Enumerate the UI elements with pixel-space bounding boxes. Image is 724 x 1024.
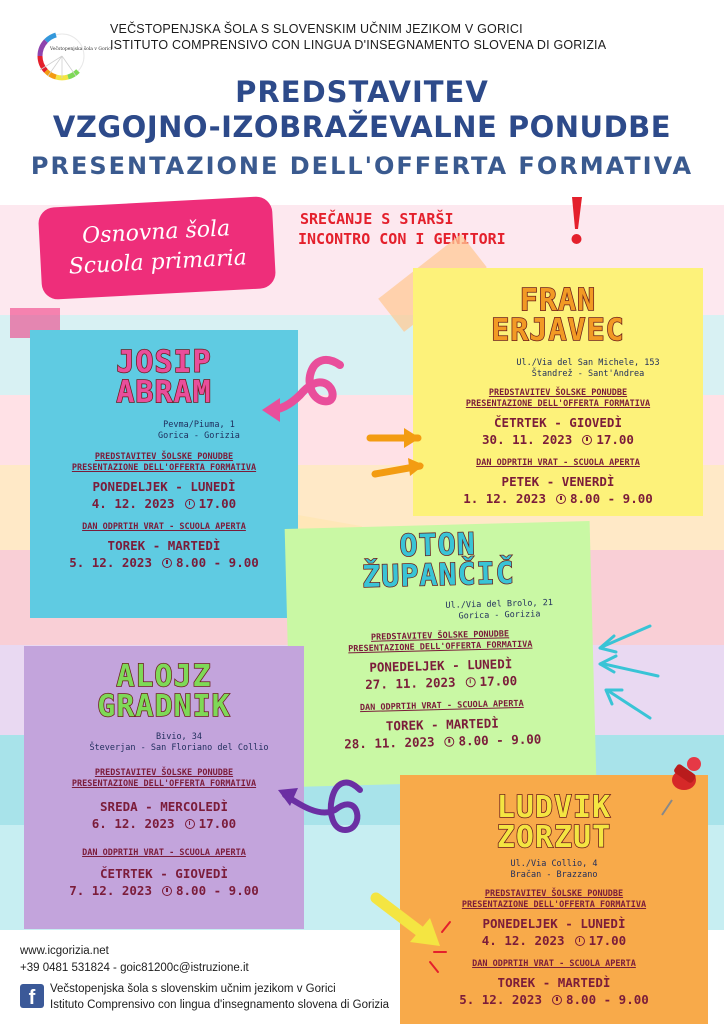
presentation-day: SREDA - MERCOLEDÌ [100, 799, 228, 814]
date: 5. 12. 2023 [459, 992, 542, 1007]
address-line: Števerjan - San Floriano del Collio [89, 743, 269, 753]
date: 6. 12. 2023 [91, 816, 175, 831]
time: 8.00 - 9.00 [570, 491, 653, 506]
facebook-icon[interactable]: f [20, 984, 44, 1008]
open-day-label: DAN ODPRTIH VRAT - SCUOLA APERTA [476, 458, 640, 468]
yellow-arrow-icon [376, 898, 426, 936]
open-day-day: ČETRTEK - GIOVEDÌ [100, 866, 228, 881]
time: 8.00 - 9.00 [176, 883, 259, 898]
address-line: Bračan - Brazzano [510, 870, 598, 880]
time: 17.00 [479, 673, 518, 689]
label-line: PRESENTAZIONE DELL'OFFERTA FORMATIVA [461, 900, 647, 910]
date: 7. 12. 2023 [69, 883, 152, 898]
facebook-name-slo: Večstopenjska šola s slovenskim učnim jezikom v Gorici [50, 983, 336, 995]
date: 4. 12. 2023 [91, 496, 175, 511]
date: 5. 12. 2023 [69, 555, 152, 570]
school-name-line: JOSIP [116, 345, 212, 380]
school-name-line: ERJAVEC [491, 313, 625, 348]
label-line: PRESENTAZIONE DELL'OFFERTA FORMATIVA [71, 463, 257, 473]
address-line: Ul./Via Collio, 4 [510, 859, 598, 869]
meeting-ita: INCONTRO CON I GENITORI [298, 230, 506, 248]
pink-arrow-icon [270, 360, 340, 410]
open-day-day: PETEK - VENERDÌ [501, 474, 615, 489]
school-name-line: ABRAM [116, 375, 212, 410]
open-day-label: DAN ODPRTIH VRAT - SCUOLA APERTA [82, 522, 246, 532]
tag-line2: Scuola primaria [68, 245, 248, 280]
time: 8.00 - 9.00 [566, 992, 649, 1007]
time: 17.00 [198, 496, 237, 511]
logo-text: Večstopenjska šola v Gorici [50, 47, 113, 52]
label-line: PRESENTAZIONE DELL'OFFERTA FORMATIVA [465, 399, 651, 409]
website-link[interactable]: www.icgorizia.net [20, 945, 109, 957]
date: 28. 11. 2023 [344, 734, 435, 752]
address-line: Gorica - Gorizia [458, 609, 541, 622]
tag-line1: Osnovna šola [81, 216, 231, 249]
label-line: PRESENTAZIONE DELL'OFFERTA FORMATIVA [71, 779, 257, 789]
meeting-slo: SREČANJE S STARŠI [300, 210, 454, 228]
date: 1. 12. 2023 [463, 491, 546, 506]
label-line: PREDSTAVITEV ŠOLSKE PONUDBE [370, 629, 510, 643]
label-line: PREDSTAVITEV ŠOLSKE PONUDBE [94, 768, 234, 778]
date: 4. 12. 2023 [481, 933, 565, 948]
time: 17.00 [198, 816, 237, 831]
school-name-slo: VEČSTOPENJSKA ŠOLA S SLOVENSKIM UČNIM JEZIKOM V GORICI [110, 22, 523, 36]
date: 30. 11. 2023 [482, 432, 573, 447]
title-line2: VZGOJNO-IZOBRAŽEVALNE PONUDBE [52, 110, 672, 144]
facebook-name-ita: Istituto Comprensivo con lingua d'insegnamento slovena di Gorizia [50, 999, 390, 1011]
time: 17.00 [596, 432, 634, 447]
school-name-line: ZORZUT [496, 820, 612, 855]
presentation-day: ČETRTEK - GIOVEDÌ [494, 415, 622, 430]
open-day-day: TOREK - MARTEDÌ [385, 715, 499, 734]
pushpin-icon [662, 757, 701, 815]
open-day-label: DAN ODPRTIH VRAT - SCUOLA APERTA [472, 959, 636, 969]
label-line: PRESENTAZIONE DELL'OFFERTA FORMATIVA [348, 639, 533, 655]
open-day-label: DAN ODPRTIH VRAT - SCUOLA APERTA [82, 848, 246, 858]
open-day-day: TOREK - MARTEDÌ [497, 975, 611, 990]
school-name-line: OTON [399, 527, 477, 565]
date: 27. 11. 2023 [365, 674, 456, 692]
school-name-line: GRADNIK [97, 689, 231, 724]
open-day-label: DAN ODPRTIH VRAT - SCUOLA APERTA [359, 698, 524, 714]
presentation-day: PONEDELJEK - LUNEDÌ [482, 916, 626, 931]
time: 17.00 [588, 933, 627, 948]
time: 8.00 - 9.00 [176, 555, 259, 570]
address-line: Pevma/Piuma, 1 [163, 420, 235, 430]
address-line: Ul./Via del San Michele, 153 [516, 358, 660, 368]
teal-arrow-icon [610, 692, 650, 718]
title-line1: PREDSTAVITEV [235, 75, 489, 109]
teal-arrow-icon [604, 626, 650, 646]
school-name-line: ŽUPANČIČ [361, 556, 516, 596]
address-line: Štandrež - Sant'Andrea [531, 369, 645, 379]
school-name-line: LUDVIK [496, 790, 612, 825]
address-line: Gorica - Gorizia [158, 431, 240, 441]
school-name-ita: ISTITUTO COMPRENSIVO CON LINGUA D'INSEGNAMENTO SLOVENA DI GORIZIA [110, 38, 607, 52]
label-line: PREDSTAVITEV ŠOLSKE PONUDBE [488, 388, 628, 398]
label-line: PREDSTAVITEV ŠOLSKE PONUDBE [94, 452, 234, 462]
address-line: Bivio, 34 [155, 732, 203, 742]
title-line3: PRESENTAZIONE DELL'OFFERTA FORMATIVA [30, 152, 694, 180]
time: 8.00 - 9.00 [458, 731, 542, 749]
open-day-day: TOREK - MARTEDÌ [107, 538, 221, 553]
school-name-line: ALOJZ [116, 659, 212, 694]
presentation-day: PONEDELJEK - LUNEDÌ [92, 479, 236, 494]
presentation-day: PONEDELJEK - LUNEDÌ [369, 656, 513, 675]
label-line: PREDSTAVITEV ŠOLSKE PONUDBE [484, 889, 624, 899]
school-name-line: FRAN [519, 283, 597, 318]
address-line: Ul./Via del Brolo, 21 [445, 598, 554, 611]
contact-info: +39 0481 531824 - goic81200c@istruzione.it [20, 962, 249, 974]
